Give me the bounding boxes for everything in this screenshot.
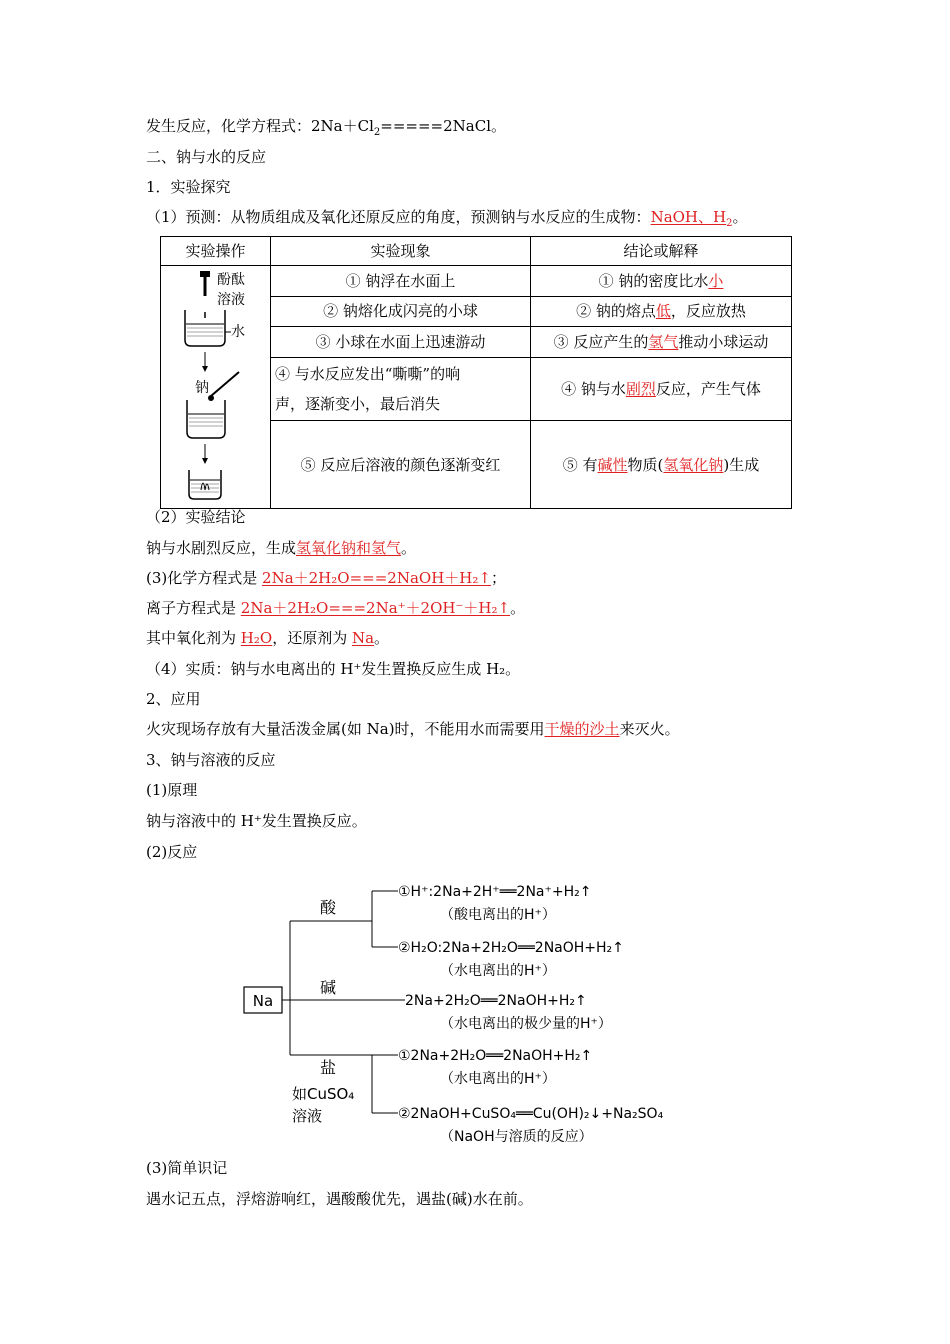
acid-reaction-2-note: （水电离出的H⁺） (440, 963, 556, 979)
apparatus-illustration (161, 266, 271, 502)
conclusion-5: ⑤ 有碱性物质(氢氧化钠)生成 (531, 421, 792, 509)
memo-text: 遇水记五点，浮熔游响红，遇酸酸优先，遇盐(碱)水在前。 (146, 1190, 533, 1208)
salt-reaction-1-note: （水电离出的H⁺） (440, 1071, 556, 1087)
salt-example: 如CuSO₄ (292, 1085, 355, 1103)
subsection-1-title: 1．实验探究 (146, 178, 231, 196)
beaker-icon (187, 400, 225, 438)
label-solution: 溶液 (217, 292, 245, 308)
acid-reaction-2: ②H₂O:2Na+2H₂O══2NaOH+H₂↑ (398, 940, 624, 956)
acid-label: 酸 (319, 898, 337, 917)
ionic-equation: 离子方程式是 2Na＋2H₂O===2Na⁺＋2OH⁻＋H₂↑。 (146, 599, 526, 617)
reaction-diagram (240, 875, 720, 1150)
base-label: 碱 (319, 978, 337, 997)
header-conclusion: 结论或解释 (531, 237, 792, 266)
salt-label: 盐 (319, 1058, 337, 1077)
conclusion-text: 钠与水剧烈反应，生成氢氧化钠和氢气。 (146, 539, 417, 557)
prediction: （1）预测：从物质组成及氧化还原反应的角度，预测钠与水反应的生成物：NaOH、$H_2$。 (146, 208, 748, 229)
table-header-row (161, 237, 792, 266)
salt-reaction-1: ①2Na+2H₂O══2NaOH+H₂↑ (398, 1048, 593, 1064)
phenomenon-5: ⑤ 反应后溶液的颜色逐渐变红 (271, 421, 531, 509)
phenomenon-4: ④ 与水反应发出“嘶嘶”的响 声，逐渐变小，最后消失 (271, 357, 531, 420)
salt-reaction-2-note: （NaOH与溶质的反应） (440, 1129, 593, 1145)
principle-title: (1)原理 (146, 781, 198, 799)
acid-reaction-1: ①H⁺:2Na+2H⁺══2Na⁺+H₂↑ (398, 884, 592, 900)
principle-text: 钠与溶液中的 H⁺发生置换反应。 (146, 812, 367, 830)
reaction-title: (2)反应 (146, 843, 198, 861)
arrow-down-icon (202, 458, 208, 464)
salt-example-solution: 溶液 (292, 1107, 323, 1125)
arrow-down-icon (202, 366, 208, 372)
section-2-title: 二、钠与水的反应 (146, 148, 267, 166)
intro-equation: 发生反应，化学方程式：$2Na+Cl_2=====2NaCl$。 (146, 117, 506, 138)
tweezers-icon (211, 372, 239, 396)
beaker-icon (189, 470, 221, 499)
phenomenon-1: ① 钠浮在水面上 (271, 266, 531, 297)
chemical-equation: (3)化学方程式是 2Na＋2H₂O===2NaOH＋H₂↑； (146, 569, 506, 587)
table-row (161, 266, 792, 297)
application-title: 2、应用 (146, 690, 201, 708)
conclusion-2: ② 钠的熔点低，反应放热 (531, 296, 792, 327)
base-reaction-note: （水电离出的极少量的H⁺） (440, 1016, 612, 1032)
salt-reaction-2: ②2NaOH+CuSO₄══Cu(OH)₂↓+Na₂SO₄ (398, 1106, 664, 1122)
essence: （4）实质：钠与水电离出的 H⁺发生置换反应生成 H₂。 (146, 660, 521, 678)
phenomenon-2: ② 钠熔化成闪亮的小球 (271, 296, 531, 327)
conclusion-title: （2）实验结论 (146, 508, 246, 526)
label-phenolphthalein: 酚酞 (217, 272, 245, 288)
redox-agents: 其中氧化剂为 H₂O，还原剂为 Na。 (146, 629, 390, 647)
na-label: Na (252, 992, 274, 1010)
conclusion-1: ① 钠的密度比水小 (531, 266, 792, 297)
apparatus-cell (161, 266, 271, 509)
header-operation: 实验操作 (161, 237, 271, 266)
label-sodium: 钠 (195, 380, 209, 396)
conclusion-3: ③ 反应产生的氢气推动小球运动 (531, 327, 792, 358)
application-text: 火灾现场存放有大量活泼金属(如 Na)时，不能用水而需要用干燥的沙土来灭火。 (146, 720, 680, 738)
section-3-title: 3、钠与溶液的反应 (146, 751, 276, 769)
experiment-table (160, 236, 792, 509)
header-phenomenon: 实验现象 (271, 237, 531, 266)
base-reaction: 2Na+2H₂O══2NaOH+H₂↑ (405, 993, 587, 1009)
memo-title: (3)简单识记 (146, 1159, 228, 1177)
label-water: 水 (231, 324, 245, 340)
conclusion-4: ④ 钠与水剧烈反应，产生气体 (531, 357, 792, 420)
acid-reaction-1-note: （酸电离出的H⁺） (440, 907, 556, 923)
phenomenon-3: ③ 小球在水面上迅速游动 (271, 327, 531, 358)
